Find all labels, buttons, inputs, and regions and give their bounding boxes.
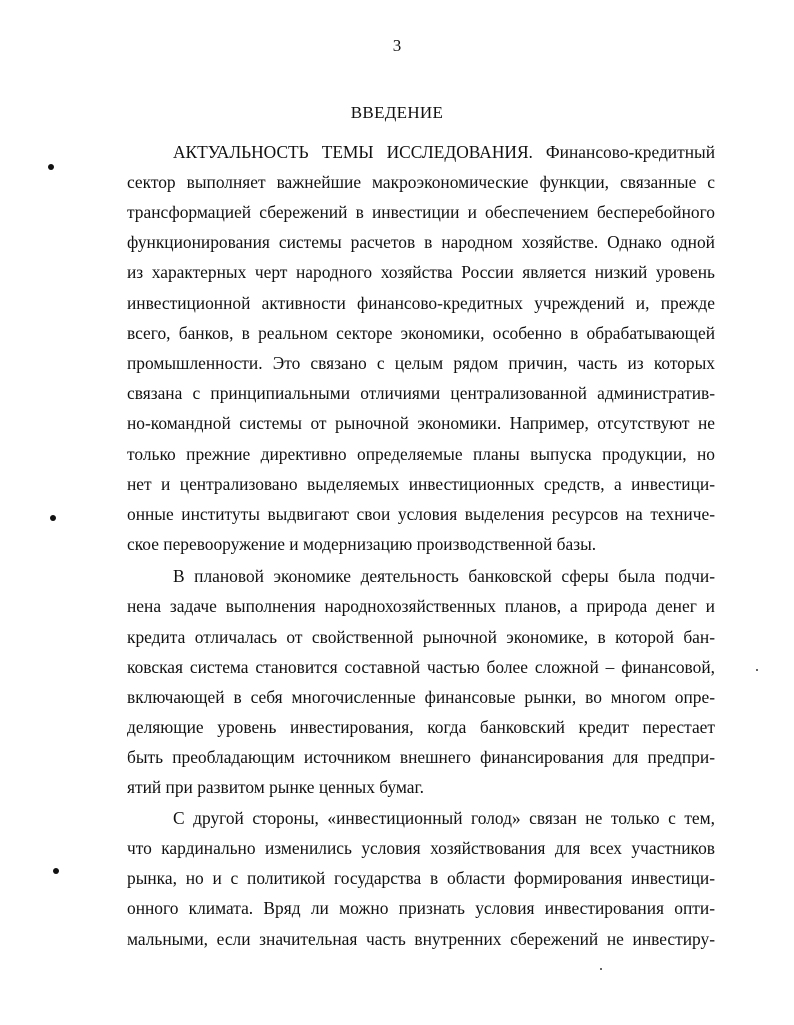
paragraph-line: онные институты выдвигают свои условия выделения ресурсов на техниче-	[127, 504, 715, 524]
section-heading: ВВЕДЕНИЕ	[350, 103, 444, 122]
paragraph-line: деляющие уровень инвестирования, когда банковский кредит перестает	[127, 717, 715, 737]
paragraph-line: нена задаче выполнения народнохозяйственных планов, а природа денег и	[127, 596, 715, 616]
paragraph-line: С другой стороны, «инвестиционный голод» связан не только с тем,	[173, 808, 715, 828]
binder-hole-mark	[48, 164, 54, 170]
paragraph-line: онного климата. Вряд ли можно признать условия инвестирования опти-	[127, 898, 715, 918]
paragraph-line: трансформацией сбережений в инвестиции и обеспечением бесперебойного	[127, 202, 715, 222]
scan-speck	[600, 968, 602, 970]
binder-hole-mark	[50, 515, 56, 521]
paragraph-line: кредита отличалась от свойственной рыночной экономике, в которой бан-	[127, 627, 715, 647]
paragraph-line: ятий при развитом рынке ценных бумаг.	[127, 777, 425, 797]
paragraph-line: рынка, но и с политикой государства в области формирования инвестици-	[127, 868, 715, 888]
paragraph-line: нет и централизовано выделяемых инвестиционных средств, а инвестици-	[127, 474, 715, 494]
paragraph-line: ковская система становится составной частью более сложной – финансовой,	[127, 657, 715, 677]
paragraph-line: быть преобладающим источником внешнего финансирования для предпри-	[127, 747, 715, 767]
scan-speck	[756, 669, 758, 671]
paragraph-line: только прежние директивно определяемые планы выпуска продукции, но	[127, 444, 715, 464]
binder-hole-mark	[53, 868, 59, 874]
paragraph-line: из характерных черт народного хозяйства России является низкий уровень	[127, 262, 715, 282]
page-number: 3	[392, 36, 402, 55]
paragraph-line: ское перевооружение и модернизацию производственной базы.	[127, 534, 597, 554]
paragraph-line: инвестиционной активности финансово-кредитных учреждений и, прежде	[127, 293, 715, 313]
paragraph-line: мальными, если значительная часть внутренних сбережений не инвестиру-	[127, 929, 715, 949]
paragraph-line: промышленности. Это связано с целым рядом причин, часть из которых	[127, 353, 715, 373]
paragraph-line: функционирования системы расчетов в народном хозяйстве. Однако одной	[127, 232, 715, 252]
paragraph-line: сектор выполняет важнейшие макроэкономические функции, связанные с	[127, 172, 715, 192]
paragraph-line: связана с принципиальными отличиями централизованной административ-	[127, 383, 715, 403]
paragraph-line: что кардинально изменились условия хозяйствования для всех участников	[127, 838, 715, 858]
paragraph-line: всего, банков, в реальном секторе экономики, особенно в обрабатывающей	[127, 323, 715, 343]
paragraph-line: включающей в себя многочисленные финансовые рынки, во многом опре-	[127, 687, 715, 707]
paragraph-line: АКТУАЛЬНОСТЬ ТЕМЫ ИССЛЕДОВАНИЯ. Финансово-кредитный	[173, 142, 715, 162]
paragraph-line: В плановой экономике деятельность банковской сферы была подчи-	[173, 566, 715, 586]
paragraph-line: но-командной системы от рыночной экономики. Например, отсутствуют не	[127, 413, 715, 433]
